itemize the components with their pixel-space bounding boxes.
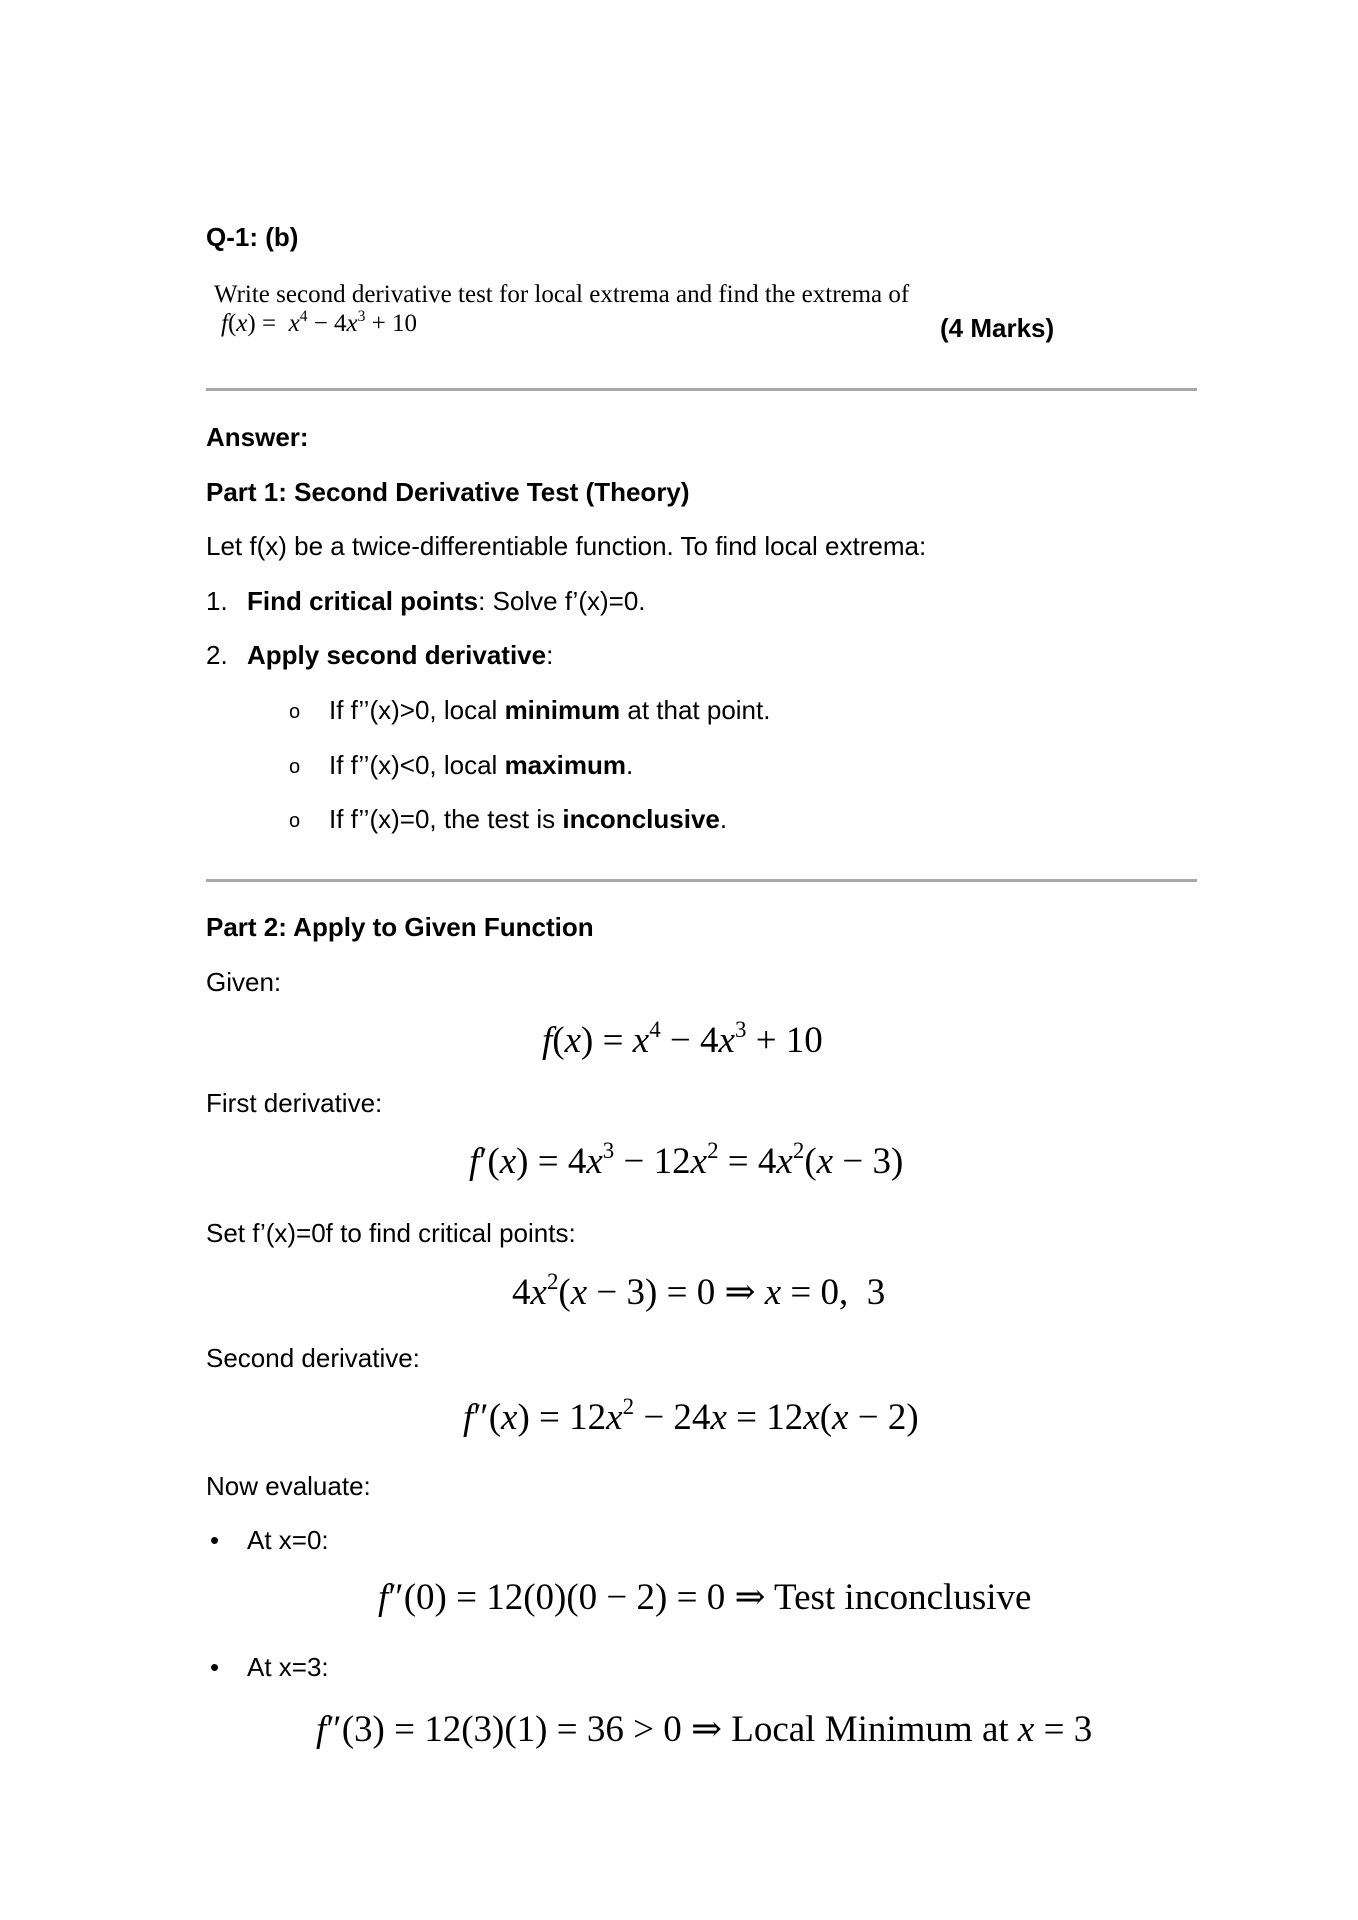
second-derivative-label: Second derivative: [206,1343,420,1373]
question-function: $f(x) = x^4 - 4x^3 + 10$ [221,307,418,337]
section-divider [206,879,1197,882]
given-equation: $f(x) = x^4 - 4x^3 + 10$ [542,1017,823,1061]
step-number: 2. [206,640,228,670]
step-rest-text: : Solve f’(x)=0. [478,586,646,616]
bullet-bold-text: inconclusive [562,804,720,834]
step-number: 1. [206,586,228,616]
question-prompt: Write second derivative test for local extrema and find the extrema of [214,281,910,308]
circle-bullet: o [289,701,301,723]
bullet-text: . [719,804,728,834]
bullet-text: at that point. [620,695,771,725]
part1-intro: Let f(x) be a twice-differentiable function. To find local extrema: [206,531,927,561]
step-bold-text: Find critical points [247,586,479,616]
step-rest-text: : [546,640,554,670]
dot-bullet: • [210,1525,220,1555]
bullet-bold-text: minimum [504,695,621,725]
part1-title: Part 1: Second Derivative Test (Theory) [206,477,690,507]
bullet-item [329,695,770,726]
first-derivative-label: First derivative: [206,1088,383,1118]
critical-points-equation: $4x^2(x - 3) = 0$ ⇒ x = 0, 3 [512,1269,886,1313]
bullet-item [329,804,727,835]
bullet-item [329,750,633,781]
bullet-text: If f’’(x)=0, the test is [329,804,563,834]
section-divider [206,388,1197,391]
bullet-text: If f’’(x)<0, local [329,750,505,780]
step-item [247,586,646,617]
eval-equation-x0: f″(0) = 12(0)(0 − 2) = 0 ⇒ Test inconclusive [378,1577,1032,1618]
dot-bullet: • [210,1652,220,1682]
step-item [247,640,553,671]
bullet-text: If f’’(x)>0, local [329,695,505,725]
question-label: Q-1: (b) [206,222,299,252]
first-derivative-equation: $f'(x) = 4x^3 - 12x^2 = 4x^2(x - 3)$ [469,1138,904,1182]
eval-item-label: At x=0: [247,1525,329,1555]
evaluate-label: Now evaluate: [206,1471,371,1501]
eval-equation-x3: f″(3) = 12(3)(1) = 36 > 0 ⇒ Local Minimum at x = 3 [316,1709,1093,1750]
critical-points-label: Set f’(x)=0f to find critical points: [206,1218,576,1248]
step-bold-text: Apply second derivative [247,640,547,670]
part2-title: Part 2: Apply to Given Function [206,912,594,942]
bullet-bold-text: maximum [504,750,626,780]
eval-item-label: At x=3: [247,1652,329,1682]
question-marks: (4 Marks) [940,313,1055,343]
bullet-text: . [625,750,634,780]
answer-heading: Answer: [206,422,309,452]
second-derivative-equation: $f''(x) = 12x^2 - 24x = 12x(x - 2)$ [463,1394,919,1438]
circle-bullet: o [289,756,301,778]
circle-bullet: o [289,810,301,832]
given-label: Given: [206,967,282,997]
